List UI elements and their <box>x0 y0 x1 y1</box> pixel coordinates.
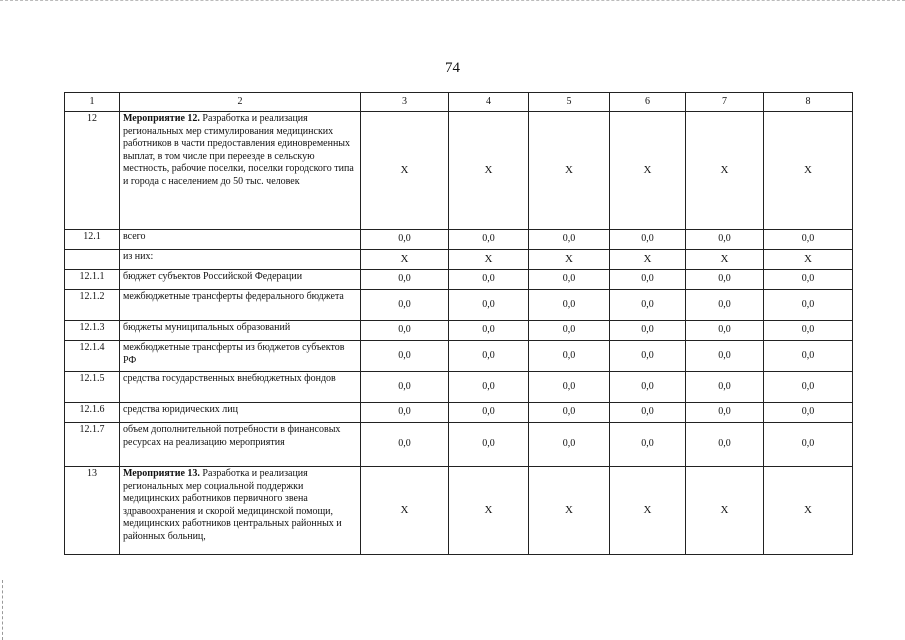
page-number: 74 <box>445 60 460 76</box>
value-cell: 0,0 <box>686 290 764 321</box>
row-number: 12.1 <box>65 230 120 250</box>
value-cell: 0,0 <box>610 230 686 250</box>
row-number: 12.1.1 <box>65 270 120 290</box>
table-row <box>65 112 853 230</box>
activity-title: Мероприятие 13. <box>123 468 200 479</box>
row-description: объем дополнительной потребности в финансовых ресурсах на реализацию мероприятия <box>120 423 361 467</box>
value-cell: Х <box>764 467 853 555</box>
value-cell: 0,0 <box>764 372 853 403</box>
row-number: 12.1.4 <box>65 341 120 372</box>
activity-text: Разработка и реализация региональных мер социальной поддержки медицинских работников первичного звена здравоохранения и скорой медицинской помощи, медицинских работников центральных районных и районных больниц, <box>123 468 342 542</box>
row-number <box>65 250 120 270</box>
activity-text: Разработка и реализация региональных мер стимулирования медицинских работников в части предоставления единовременных выплат, в том числе при переезде в сельскую местность, рабочие поселки, поселки городского типа и города с населением до 50 тыс. человек <box>123 113 354 187</box>
value-cell: Х <box>610 467 686 555</box>
value-cell: 0,0 <box>449 321 529 341</box>
row-number: 12.1.5 <box>65 372 120 403</box>
value-cell: Х <box>529 112 610 230</box>
value-cell: 0,0 <box>529 321 610 341</box>
table-row <box>65 467 853 555</box>
value-cell: 0,0 <box>361 321 449 341</box>
value-cell: 0,0 <box>764 230 853 250</box>
value-cell: 0,0 <box>764 270 853 290</box>
table-row <box>65 270 853 290</box>
row-number: 12.1.7 <box>65 423 120 467</box>
row-number: 12 <box>65 112 120 230</box>
table-row <box>65 423 853 467</box>
header-cell: 7 <box>686 93 764 112</box>
value-cell: 0,0 <box>529 230 610 250</box>
table-header-row <box>65 93 853 112</box>
row-description: бюджет субъектов Российской Федерации <box>120 270 361 290</box>
value-cell: 0,0 <box>686 423 764 467</box>
value-cell: Х <box>361 112 449 230</box>
row-number: 13 <box>65 467 120 555</box>
value-cell: 0,0 <box>529 270 610 290</box>
value-cell: 0,0 <box>610 341 686 372</box>
value-cell: 0,0 <box>449 270 529 290</box>
value-cell: Х <box>449 250 529 270</box>
value-cell: 0,0 <box>610 290 686 321</box>
header-cell: 4 <box>449 93 529 112</box>
table-row <box>65 290 853 321</box>
value-cell: 0,0 <box>449 403 529 423</box>
table-row <box>65 230 853 250</box>
value-cell: 0,0 <box>764 423 853 467</box>
value-cell: 0,0 <box>361 423 449 467</box>
value-cell: 0,0 <box>361 270 449 290</box>
value-cell: Х <box>449 467 529 555</box>
value-cell: Х <box>529 467 610 555</box>
value-cell: 0,0 <box>529 403 610 423</box>
value-cell: Х <box>686 250 764 270</box>
row-description: межбюджетные трансферты из бюджетов субъектов РФ <box>120 341 361 372</box>
value-cell: 0,0 <box>764 341 853 372</box>
value-cell: Х <box>764 112 853 230</box>
table-row <box>65 372 853 403</box>
value-cell: 0,0 <box>686 230 764 250</box>
scan-edge-left <box>2 580 4 640</box>
header-cell: 5 <box>529 93 610 112</box>
value-cell: 0,0 <box>449 341 529 372</box>
value-cell: 0,0 <box>686 403 764 423</box>
value-cell: 0,0 <box>361 403 449 423</box>
value-cell: Х <box>449 112 529 230</box>
row-description: всего <box>120 230 361 250</box>
value-cell: 0,0 <box>686 372 764 403</box>
value-cell: 0,0 <box>529 423 610 467</box>
row-number: 12.1.2 <box>65 290 120 321</box>
value-cell: 0,0 <box>764 403 853 423</box>
measures-table <box>64 92 853 555</box>
value-cell: 0,0 <box>361 290 449 321</box>
value-cell: 0,0 <box>449 230 529 250</box>
value-cell: 0,0 <box>610 403 686 423</box>
value-cell: 0,0 <box>610 321 686 341</box>
table-row <box>65 321 853 341</box>
table-row <box>65 341 853 372</box>
value-cell: Х <box>529 250 610 270</box>
row-description: бюджеты муниципальных образований <box>120 321 361 341</box>
value-cell: 0,0 <box>764 321 853 341</box>
value-cell: 0,0 <box>529 372 610 403</box>
header-cell: 1 <box>65 93 120 112</box>
row-number: 12.1.3 <box>65 321 120 341</box>
value-cell: 0,0 <box>686 341 764 372</box>
activity-title: Мероприятие 12. <box>123 113 200 124</box>
value-cell: Х <box>361 467 449 555</box>
value-cell: 0,0 <box>449 423 529 467</box>
value-cell: Х <box>361 250 449 270</box>
row-description: средства юридических лиц <box>120 403 361 423</box>
row-description: из них: <box>120 250 361 270</box>
scan-edge-top <box>0 0 905 2</box>
value-cell: 0,0 <box>686 270 764 290</box>
value-cell: Х <box>686 467 764 555</box>
value-cell: Х <box>764 250 853 270</box>
value-cell: 0,0 <box>610 423 686 467</box>
value-cell: 0,0 <box>529 290 610 321</box>
value-cell: 0,0 <box>686 321 764 341</box>
row-description: межбюджетные трансферты федерального бюджета <box>120 290 361 321</box>
value-cell: Х <box>610 112 686 230</box>
value-cell: 0,0 <box>764 290 853 321</box>
value-cell: 0,0 <box>361 230 449 250</box>
row-description <box>120 112 361 230</box>
row-number: 12.1.6 <box>65 403 120 423</box>
header-cell: 6 <box>610 93 686 112</box>
value-cell: 0,0 <box>610 372 686 403</box>
value-cell: 0,0 <box>529 341 610 372</box>
value-cell: 0,0 <box>610 270 686 290</box>
value-cell: Х <box>610 250 686 270</box>
header-cell: 8 <box>764 93 853 112</box>
table-row <box>65 250 853 270</box>
header-cell: 3 <box>361 93 449 112</box>
row-description: средства государственных внебюджетных фондов <box>120 372 361 403</box>
value-cell: 0,0 <box>361 341 449 372</box>
value-cell: 0,0 <box>449 290 529 321</box>
value-cell: Х <box>686 112 764 230</box>
header-cell: 2 <box>120 93 361 112</box>
row-description <box>120 467 361 555</box>
table-row <box>65 403 853 423</box>
value-cell: 0,0 <box>449 372 529 403</box>
value-cell: 0,0 <box>361 372 449 403</box>
